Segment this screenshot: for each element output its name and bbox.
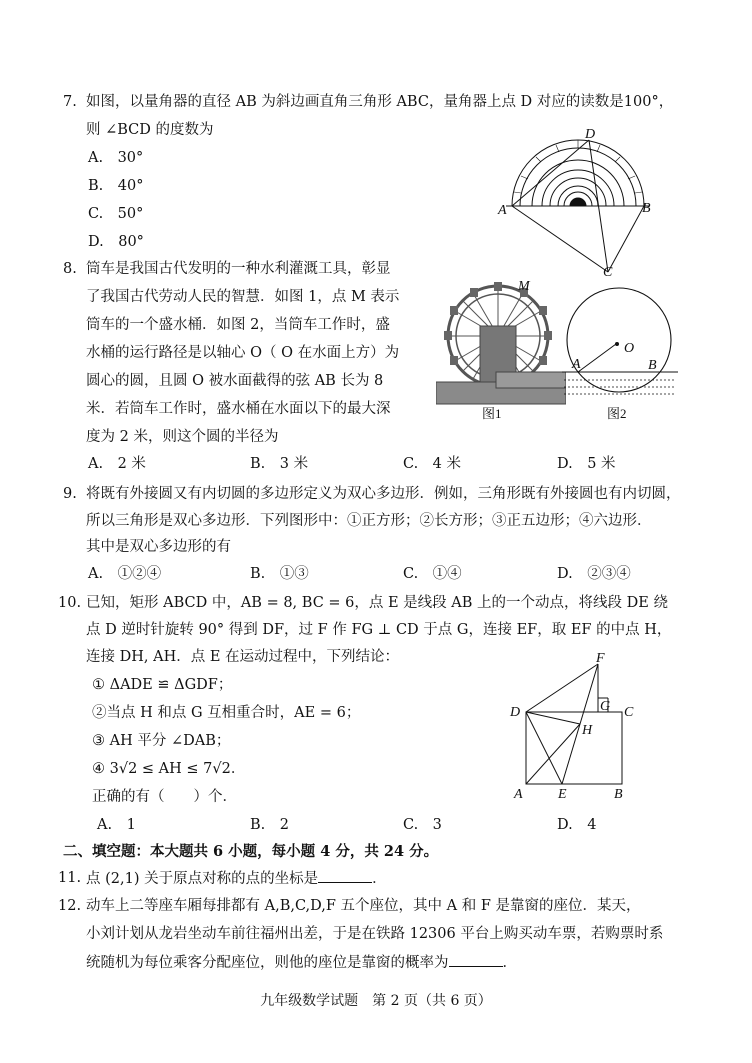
q7-number: 7.	[63, 94, 77, 110]
q8-waterwheel-photo	[436, 276, 566, 426]
q10-option-d: D. 4	[557, 817, 597, 833]
q10-number: 10.	[58, 595, 82, 611]
q10-label-f: F	[596, 652, 605, 666]
q7-option-c: C. 50°	[88, 206, 144, 222]
q10-option-a: A. 1	[97, 817, 136, 833]
q9-line1: 将既有外接圆又有内切圆的多边形定义为双心多边形．例如，三角形既有外接圆也有内切圆，	[86, 486, 681, 502]
q8-option-b: B. 3 米	[250, 456, 309, 472]
q8-line5: 圆心的圆，且圆 O 被水面截得的弦 AB 长为 8	[86, 373, 384, 389]
q8-option-d: D. 5 米	[557, 456, 616, 472]
q10-label-d: D	[510, 705, 521, 720]
q8-line1: 筒车是我国古代发明的一种水利灌溉工具，彰显	[86, 261, 391, 277]
q10-label-a: A	[514, 787, 523, 802]
q8-line6: 米．若筒车工作时，盛水桶在水面以下的最大深	[86, 401, 391, 417]
q10-line1: 已知，矩形 ABCD 中，AB = 8, BC = 6，点 E 是线段 AB 上的一个动点，将线段 DE 绕	[86, 595, 668, 611]
q8-number: 8.	[63, 261, 77, 277]
q8-fig1-caption: 图1	[482, 406, 502, 421]
page-footer: 九年级数学试题 第 2 页（共 6 页）	[260, 993, 492, 1009]
q8-line2: 了我国古代劳动人民的智慧．如图 1，点 M 表示	[86, 289, 400, 305]
q11-text: 点 (2,1) 关于原点对称的点的坐标是	[86, 871, 319, 887]
q7-label-c: C	[603, 265, 613, 280]
q8-option-a: A. 2 米	[88, 456, 146, 472]
q8-line3: 筒车的一个盛水桶．如图 2，当筒车工作时，盛	[86, 317, 390, 333]
q10-line2: 点 D 逆时针旋转 90° 得到 DF，过 F 作 FG ⊥ CD 于点 G，连接 EF，取 EF 的中点 H，	[86, 622, 672, 638]
q8-line7: 度为 2 米，则这个圆的半径为	[86, 429, 279, 445]
q10-label-g: G	[600, 699, 611, 714]
q8-fig1-label-m: M	[518, 279, 530, 294]
q12-line3-text: 统随机为每位乘客分配座位，则他的座位是靠窗的概率为	[86, 955, 449, 971]
q11-number: 11.	[58, 870, 82, 886]
q12-number: 12.	[58, 898, 82, 914]
q7-option-b: B. 40°	[88, 178, 144, 194]
section2-title: 二、填空题：本大题共 6 小题，每小题 4 分，共 24 分。	[63, 843, 439, 860]
q12-line2: 小刘计划从龙岩坐动车前往福州出差，于是在铁路 12306 平台上购买动车票，若购票时系	[86, 926, 664, 942]
q8-fig2-label-o: O	[624, 341, 635, 356]
q11-stem	[86, 868, 387, 889]
q10-option-b: B. 2	[250, 817, 289, 833]
q7-label-b: B	[642, 201, 651, 216]
q12-line3	[86, 952, 517, 973]
q10-label-e: E	[558, 787, 567, 802]
q9-option-d: D. ②③④	[557, 566, 631, 582]
q9-line2: 所以三角形是双心多边形．下列图形中：①正方形；②长方形；③正五边形；④六边形．	[86, 513, 652, 529]
q9-option-c: C. ①④	[403, 566, 462, 582]
q11-answer-blank[interactable]	[318, 868, 372, 883]
q12-line1: 动车上二等座车厢每排都有 A,B,C,D,F 五个座位，其中 A 和 F 是靠窗的座位．某天，	[86, 898, 641, 914]
q9-line3: 其中是双心多边形的有	[86, 539, 231, 555]
q7-label-d: D	[585, 127, 596, 142]
q7-stem-line1: 如图，以量角器的直径 AB 为斜边画直角三角形 ABC，量角器上点 D 对应的读数是100°，	[86, 94, 674, 110]
q11-period: ．	[372, 871, 387, 887]
q9-option-a: A. ①②④	[88, 566, 162, 582]
q8-fig2-caption: 图2	[607, 406, 627, 421]
q10-rectangle-figure	[506, 652, 656, 804]
q8-fig2-label-a: A	[572, 357, 581, 372]
q12-period: ．	[502, 955, 517, 971]
q10-conclusion-2: ②当点 H 和点 G 互相重合时，AE = 6；	[92, 705, 361, 721]
q10-label-b: B	[614, 787, 623, 802]
q10-label-h: H	[582, 723, 593, 738]
q10-ask: 正确的有（ ）个．	[92, 789, 237, 805]
q7-option-a: A. 30°	[88, 150, 144, 166]
q8-option-c: C. 4 米	[403, 456, 462, 472]
q7-stem-line2: 则 ∠BCD 的度数为	[86, 122, 214, 138]
q10-line3: 连接 DH, AH．点 E 在运动过程中，下列结论：	[86, 649, 400, 665]
q8-line4: 水桶的运行路径是以轴心 O（ O 在水面上方）为	[86, 345, 400, 361]
q7-option-d: D. 80°	[88, 234, 144, 250]
q8-fig2-label-b: B	[648, 358, 657, 373]
q10-option-c: C. 3	[403, 817, 442, 833]
q7-protractor-figure	[496, 124, 666, 284]
q8-figure2	[562, 286, 682, 426]
q9-number: 9.	[63, 486, 77, 502]
q7-label-a: A	[498, 203, 507, 218]
q9-option-b: B. ①③	[250, 566, 309, 582]
q10-conclusion-1: ① ΔADE ≌ ΔGDF；	[92, 677, 233, 693]
q10-label-c: C	[624, 705, 634, 720]
q10-conclusion-4: ④ 3√2 ≤ AH ≤ 7√2．	[92, 761, 246, 777]
q10-conclusion-3: ③ AH 平分 ∠DAB；	[92, 733, 231, 749]
q12-answer-blank[interactable]	[449, 952, 503, 967]
